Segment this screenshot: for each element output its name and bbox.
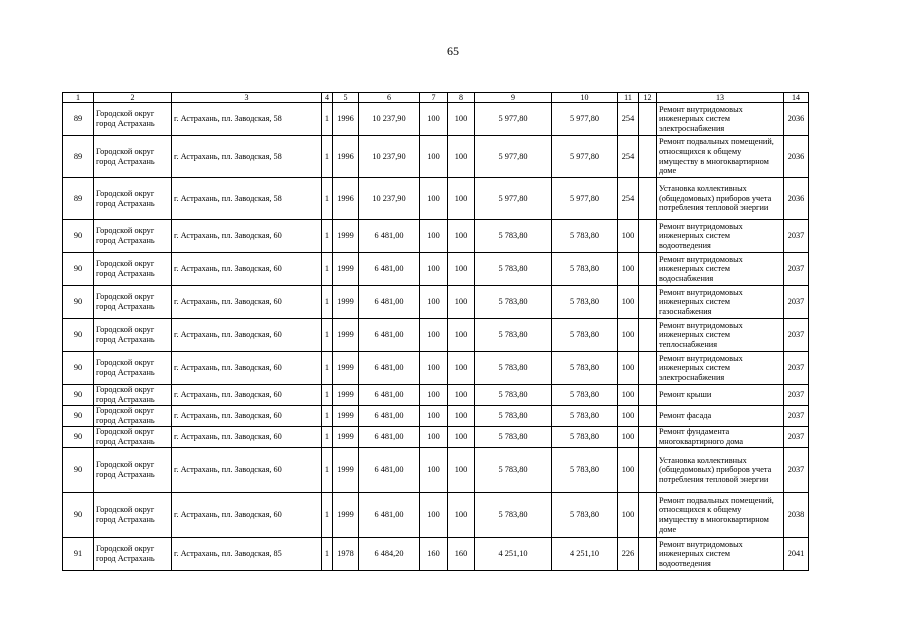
cell-cost-pct-b: 100 (448, 220, 475, 253)
cell-row-number: 90 (63, 352, 94, 385)
cell-col-12 (639, 178, 657, 220)
cell-work-type: Ремонт внутридомовых инженерных систем электроснабжения (657, 103, 784, 136)
cell-planned-year: 2037 (784, 427, 809, 448)
cell-col-12 (639, 385, 657, 406)
cell-planned-year: 2037 (784, 406, 809, 427)
cell-area-a: 5 783,80 (475, 448, 552, 493)
cell-area-a: 5 977,80 (475, 178, 552, 220)
cell-work-type: Ремонт внутридомовых инженерных систем водоотведения (657, 220, 784, 253)
cell-area-b: 5 783,80 (552, 493, 618, 538)
cell-cost-pct-b: 100 (448, 352, 475, 385)
header-row (63, 93, 809, 103)
cell-year-built: 1999 (333, 253, 359, 286)
column-header-5: 5 (333, 93, 359, 103)
column-header-11: 11 (618, 93, 639, 103)
cell-cost-pct-a: 100 (420, 178, 448, 220)
cell-year-built: 1999 (333, 286, 359, 319)
cell-municipality: Городской округ город Астрахань (94, 286, 172, 319)
cell-planned-year: 2037 (784, 253, 809, 286)
cell-row-number: 90 (63, 406, 94, 427)
cell-row-number: 90 (63, 385, 94, 406)
column-header-10: 10 (552, 93, 618, 103)
cell-municipality: Городской округ город Астрахань (94, 385, 172, 406)
cell-residents: 100 (618, 286, 639, 319)
cell-year-built: 1996 (333, 136, 359, 178)
cell-municipality: Городской округ город Астрахань (94, 220, 172, 253)
cell-row-number: 90 (63, 253, 94, 286)
cell-planned-year: 2036 (784, 103, 809, 136)
cell-municipality: Городской округ город Астрахань (94, 448, 172, 493)
cell-year-built: 1999 (333, 427, 359, 448)
cell-col-12 (639, 253, 657, 286)
cell-area-b: 5 783,80 (552, 427, 618, 448)
cell-area-b: 5 783,80 (552, 253, 618, 286)
cell-address: г. Астрахань, пл. Заводская, 60 (172, 493, 322, 538)
cell-row-number: 91 (63, 538, 94, 571)
cell-cost-pct-a: 100 (420, 385, 448, 406)
cell-total-area: 6 484,20 (359, 538, 420, 571)
cell-residents: 254 (618, 178, 639, 220)
table-row (63, 538, 809, 571)
cell-work-type: Ремонт внутридомовых инженерных систем электроснабжения (657, 352, 784, 385)
cell-area-b: 5 977,80 (552, 103, 618, 136)
cell-work-type: Ремонт крыши (657, 385, 784, 406)
cell-floors: 1 (322, 319, 333, 352)
cell-floors: 1 (322, 286, 333, 319)
cell-residents: 100 (618, 385, 639, 406)
cell-row-number: 90 (63, 286, 94, 319)
cell-cost-pct-b: 100 (448, 385, 475, 406)
cell-area-a: 5 783,80 (475, 406, 552, 427)
column-header-2: 2 (94, 93, 172, 103)
cell-area-b: 5 783,80 (552, 319, 618, 352)
cell-area-b: 5 783,80 (552, 286, 618, 319)
cell-area-a: 4 251,10 (475, 538, 552, 571)
cell-residents: 100 (618, 448, 639, 493)
cell-total-area: 6 481,00 (359, 220, 420, 253)
column-header-4: 4 (322, 93, 333, 103)
cell-col-12 (639, 286, 657, 319)
cell-col-12 (639, 136, 657, 178)
cell-municipality: Городской округ город Астрахань (94, 538, 172, 571)
cell-col-12 (639, 352, 657, 385)
cell-row-number: 90 (63, 319, 94, 352)
cell-residents: 100 (618, 352, 639, 385)
cell-col-12 (639, 427, 657, 448)
cell-floors: 1 (322, 493, 333, 538)
cell-cost-pct-b: 100 (448, 448, 475, 493)
column-header-13: 13 (657, 93, 784, 103)
cell-col-12 (639, 406, 657, 427)
table-body (63, 103, 809, 571)
cell-area-a: 5 977,80 (475, 103, 552, 136)
table-row (63, 352, 809, 385)
cell-address: г. Астрахань, пл. Заводская, 60 (172, 220, 322, 253)
cell-total-area: 6 481,00 (359, 385, 420, 406)
cell-cost-pct-b: 100 (448, 493, 475, 538)
cell-planned-year: 2038 (784, 493, 809, 538)
cell-col-12 (639, 220, 657, 253)
cell-address: г. Астрахань, пл. Заводская, 60 (172, 448, 322, 493)
cell-address: г. Астрахань, пл. Заводская, 60 (172, 319, 322, 352)
cell-work-type: Ремонт внутридомовых инженерных систем водоотведения (657, 538, 784, 571)
cell-row-number: 89 (63, 136, 94, 178)
cell-area-b: 5 977,80 (552, 136, 618, 178)
cell-work-type: Ремонт внутридомовых инженерных систем газоснабжения (657, 286, 784, 319)
cell-cost-pct-a: 100 (420, 136, 448, 178)
cell-floors: 1 (322, 385, 333, 406)
table-row (63, 319, 809, 352)
table-row (63, 286, 809, 319)
capital-repair-table (62, 92, 809, 571)
cell-row-number: 90 (63, 220, 94, 253)
cell-row-number: 90 (63, 493, 94, 538)
cell-year-built: 1999 (333, 448, 359, 493)
cell-residents: 100 (618, 253, 639, 286)
cell-address: г. Астрахань, пл. Заводская, 60 (172, 286, 322, 319)
table-row (63, 448, 809, 493)
cell-residents: 100 (618, 427, 639, 448)
cell-area-a: 5 783,80 (475, 253, 552, 286)
cell-row-number: 89 (63, 178, 94, 220)
cell-area-a: 5 977,80 (475, 136, 552, 178)
cell-area-a: 5 783,80 (475, 493, 552, 538)
table-row (63, 385, 809, 406)
cell-cost-pct-a: 100 (420, 448, 448, 493)
cell-cost-pct-a: 100 (420, 427, 448, 448)
cell-area-b: 5 977,80 (552, 178, 618, 220)
cell-total-area: 6 481,00 (359, 406, 420, 427)
cell-planned-year: 2037 (784, 352, 809, 385)
cell-cost-pct-a: 100 (420, 220, 448, 253)
cell-cost-pct-a: 100 (420, 406, 448, 427)
cell-col-12 (639, 103, 657, 136)
table-row (63, 493, 809, 538)
cell-total-area: 6 481,00 (359, 493, 420, 538)
cell-total-area: 10 237,90 (359, 178, 420, 220)
cell-total-area: 6 481,00 (359, 352, 420, 385)
column-header-1: 1 (63, 93, 94, 103)
cell-address: г. Астрахань, пл. Заводская, 60 (172, 385, 322, 406)
cell-year-built: 1999 (333, 352, 359, 385)
cell-area-a: 5 783,80 (475, 385, 552, 406)
cell-cost-pct-b: 100 (448, 103, 475, 136)
cell-total-area: 6 481,00 (359, 448, 420, 493)
cell-area-b: 4 251,10 (552, 538, 618, 571)
column-header-3: 3 (172, 93, 322, 103)
cell-work-type: Ремонт внутридомовых инженерных систем водоснабжения (657, 253, 784, 286)
cell-floors: 1 (322, 103, 333, 136)
cell-cost-pct-a: 100 (420, 319, 448, 352)
cell-municipality: Городской округ город Астрахань (94, 103, 172, 136)
cell-municipality: Городской округ город Астрахань (94, 136, 172, 178)
cell-work-type: Ремонт внутридомовых инженерных систем теплоснабжения (657, 319, 784, 352)
cell-area-a: 5 783,80 (475, 319, 552, 352)
column-header-7: 7 (420, 93, 448, 103)
cell-col-12 (639, 493, 657, 538)
cell-row-number: 90 (63, 448, 94, 493)
cell-address: г. Астрахань, пл. Заводская, 58 (172, 136, 322, 178)
cell-residents: 100 (618, 493, 639, 538)
cell-work-type: Ремонт подвальных помещений, относящихся к общему имуществу в многоквартирном доме (657, 136, 784, 178)
cell-address: г. Астрахань, пл. Заводская, 60 (172, 253, 322, 286)
cell-municipality: Городской округ город Астрахань (94, 253, 172, 286)
cell-work-type: Установка коллективных (общедомовых) приборов учета потребления тепловой энергии (657, 178, 784, 220)
cell-floors: 1 (322, 406, 333, 427)
cell-floors: 1 (322, 427, 333, 448)
cell-floors: 1 (322, 178, 333, 220)
cell-planned-year: 2037 (784, 286, 809, 319)
table-row (63, 103, 809, 136)
cell-work-type: Установка коллективных (общедомовых) приборов учета потребления тепловой энергии (657, 448, 784, 493)
cell-floors: 1 (322, 220, 333, 253)
cell-cost-pct-a: 100 (420, 253, 448, 286)
cell-municipality: Городской округ город Астрахань (94, 406, 172, 427)
cell-residents: 254 (618, 103, 639, 136)
cell-municipality: Городской округ город Астрахань (94, 319, 172, 352)
cell-cost-pct-b: 100 (448, 178, 475, 220)
cell-row-number: 90 (63, 427, 94, 448)
cell-cost-pct-a: 100 (420, 352, 448, 385)
cell-col-12 (639, 448, 657, 493)
cell-floors: 1 (322, 448, 333, 493)
cell-area-b: 5 783,80 (552, 352, 618, 385)
cell-floors: 1 (322, 253, 333, 286)
cell-planned-year: 2036 (784, 178, 809, 220)
cell-planned-year: 2037 (784, 220, 809, 253)
cell-year-built: 1999 (333, 493, 359, 538)
cell-cost-pct-b: 100 (448, 253, 475, 286)
cell-area-a: 5 783,80 (475, 352, 552, 385)
cell-residents: 226 (618, 538, 639, 571)
cell-total-area: 6 481,00 (359, 319, 420, 352)
cell-municipality: Городской округ город Астрахань (94, 178, 172, 220)
cell-col-12 (639, 319, 657, 352)
cell-floors: 1 (322, 352, 333, 385)
cell-year-built: 1999 (333, 406, 359, 427)
cell-address: г. Астрахань, пл. Заводская, 60 (172, 352, 322, 385)
table-row (63, 406, 809, 427)
cell-cost-pct-b: 100 (448, 427, 475, 448)
cell-year-built: 1999 (333, 385, 359, 406)
column-header-9: 9 (475, 93, 552, 103)
cell-cost-pct-a: 160 (420, 538, 448, 571)
cell-total-area: 10 237,90 (359, 136, 420, 178)
cell-area-b: 5 783,80 (552, 406, 618, 427)
cell-area-a: 5 783,80 (475, 220, 552, 253)
cell-floors: 1 (322, 136, 333, 178)
cell-planned-year: 2037 (784, 319, 809, 352)
cell-year-built: 1996 (333, 178, 359, 220)
cell-municipality: Городской округ город Астрахань (94, 352, 172, 385)
cell-residents: 100 (618, 406, 639, 427)
cell-year-built: 1999 (333, 319, 359, 352)
table-row (63, 178, 809, 220)
cell-total-area: 6 481,00 (359, 427, 420, 448)
cell-cost-pct-a: 100 (420, 286, 448, 319)
cell-address: г. Астрахань, пл. Заводская, 60 (172, 406, 322, 427)
cell-cost-pct-b: 160 (448, 538, 475, 571)
cell-area-b: 5 783,80 (552, 220, 618, 253)
table-row (63, 253, 809, 286)
cell-col-12 (639, 538, 657, 571)
cell-address: г. Астрахань, пл. Заводская, 85 (172, 538, 322, 571)
cell-cost-pct-b: 100 (448, 136, 475, 178)
cell-residents: 254 (618, 136, 639, 178)
cell-address: г. Астрахань, пл. Заводская, 58 (172, 178, 322, 220)
table-row (63, 136, 809, 178)
cell-total-area: 10 237,90 (359, 103, 420, 136)
cell-area-a: 5 783,80 (475, 286, 552, 319)
cell-municipality: Городской округ город Астрахань (94, 427, 172, 448)
cell-year-built: 1996 (333, 103, 359, 136)
cell-cost-pct-b: 100 (448, 319, 475, 352)
page-number: 65 (447, 44, 459, 58)
cell-planned-year: 2036 (784, 136, 809, 178)
cell-cost-pct-b: 100 (448, 286, 475, 319)
cell-area-a: 5 783,80 (475, 427, 552, 448)
cell-cost-pct-a: 100 (420, 103, 448, 136)
cell-cost-pct-b: 100 (448, 406, 475, 427)
column-header-6: 6 (359, 93, 420, 103)
cell-work-type: Ремонт фасада (657, 406, 784, 427)
cell-area-b: 5 783,80 (552, 385, 618, 406)
column-header-12: 12 (639, 93, 657, 103)
cell-planned-year: 2037 (784, 385, 809, 406)
cell-planned-year: 2041 (784, 538, 809, 571)
cell-area-b: 5 783,80 (552, 448, 618, 493)
cell-residents: 100 (618, 319, 639, 352)
column-header-14: 14 (784, 93, 809, 103)
cell-year-built: 1978 (333, 538, 359, 571)
cell-work-type: Ремонт подвальных помещений, относящихся к общему имуществу в многоквартирном доме (657, 493, 784, 538)
table-row (63, 427, 809, 448)
cell-cost-pct-a: 100 (420, 493, 448, 538)
cell-planned-year: 2037 (784, 448, 809, 493)
cell-total-area: 6 481,00 (359, 253, 420, 286)
cell-total-area: 6 481,00 (359, 286, 420, 319)
cell-address: г. Астрахань, пл. Заводская, 58 (172, 103, 322, 136)
cell-address: г. Астрахань, пл. Заводская, 60 (172, 427, 322, 448)
cell-work-type: Ремонт фундамента многоквартирного дома (657, 427, 784, 448)
cell-residents: 100 (618, 220, 639, 253)
table-row (63, 220, 809, 253)
cell-floors: 1 (322, 538, 333, 571)
cell-municipality: Городской округ город Астрахань (94, 493, 172, 538)
column-header-8: 8 (448, 93, 475, 103)
cell-year-built: 1999 (333, 220, 359, 253)
cell-row-number: 89 (63, 103, 94, 136)
